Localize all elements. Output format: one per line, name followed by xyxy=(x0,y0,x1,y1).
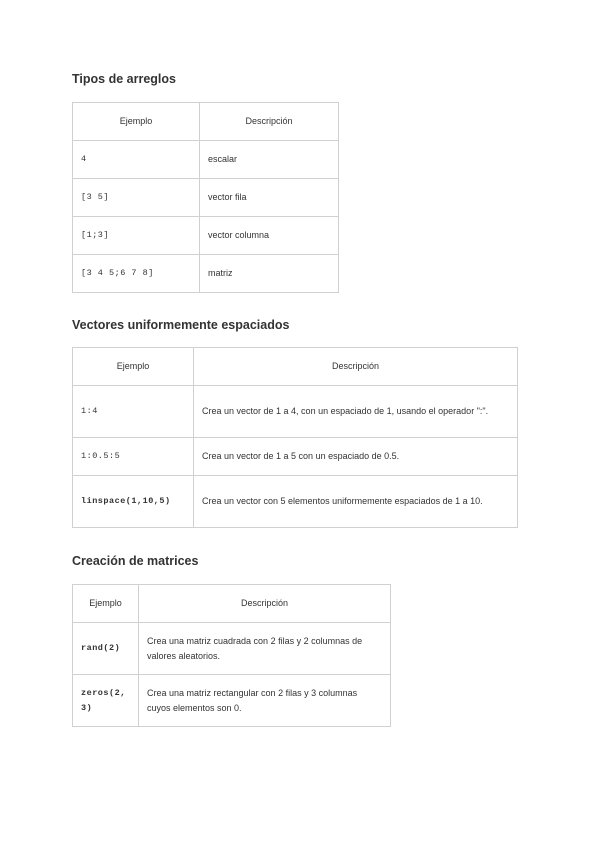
example-cell xyxy=(73,675,139,727)
column-header-descripcion: Descripción xyxy=(139,585,391,623)
table-creacion-de-matrices xyxy=(72,584,391,727)
example-cell: [1;3] xyxy=(73,217,200,255)
column-header-ejemplo: Ejemplo xyxy=(73,585,139,623)
description-cell: matriz xyxy=(200,255,339,293)
example-code: rand(2) xyxy=(81,643,121,653)
description-cell: vector fila xyxy=(200,179,339,217)
table-row xyxy=(73,217,339,255)
table-row xyxy=(73,141,339,179)
column-header-descripcion: Descripción xyxy=(194,348,518,386)
example-cell xyxy=(73,623,139,675)
section-title-vectores-uniformemente-espaciados: Vectores uniformemente espaciados xyxy=(72,318,290,332)
example-cell xyxy=(73,476,194,528)
example-cell: 4 xyxy=(73,141,200,179)
table-row xyxy=(73,476,518,528)
table-row xyxy=(73,623,391,675)
description-cell: Crea un vector con 5 elementos uniformemente espaciados de 1 a 10. xyxy=(194,476,518,528)
table-row xyxy=(73,675,391,727)
description-cell: escalar xyxy=(200,141,339,179)
description-cell: Crea un vector de 1 a 5 con un espaciado de 0.5. xyxy=(194,438,518,476)
description-cell: vector columna xyxy=(200,217,339,255)
table-row xyxy=(73,386,518,438)
description-cell: Crea una matriz cuadrada con 2 filas y 2 columnas de valores aleatorios. xyxy=(139,623,391,675)
description-cell: Crea una matriz rectangular con 2 filas y 3 columnas cuyos elementos son 0. xyxy=(139,675,391,727)
table-vectores-uniformemente-espaciados xyxy=(72,347,518,528)
table-row xyxy=(73,255,339,293)
column-header-ejemplo: Ejemplo xyxy=(73,103,200,141)
table-row xyxy=(73,438,518,476)
description-cell: Crea un vector de 1 a 4, con un espaciado de 1, usando el operador ":". xyxy=(194,386,518,438)
column-header-ejemplo: Ejemplo xyxy=(73,348,194,386)
table-header-row xyxy=(73,348,518,386)
section-title-tipos-de-arreglos: Tipos de arreglos xyxy=(72,72,176,86)
table-header-row xyxy=(73,585,391,623)
table-header-row xyxy=(73,103,339,141)
table-row xyxy=(73,179,339,217)
example-code: linspace(1,10,5) xyxy=(81,496,171,506)
column-header-descripcion: Descripción xyxy=(200,103,339,141)
example-code: zeros(2, 3) xyxy=(81,687,126,713)
example-cell: [3 5] xyxy=(73,179,200,217)
example-cell: 1:4 xyxy=(73,386,194,438)
example-cell: [3 4 5;6 7 8] xyxy=(73,255,200,293)
section-title-creacion-de-matrices: Creación de matrices xyxy=(72,554,199,568)
table-tipos-de-arreglos xyxy=(72,102,339,293)
example-cell: 1:0.5:5 xyxy=(73,438,194,476)
